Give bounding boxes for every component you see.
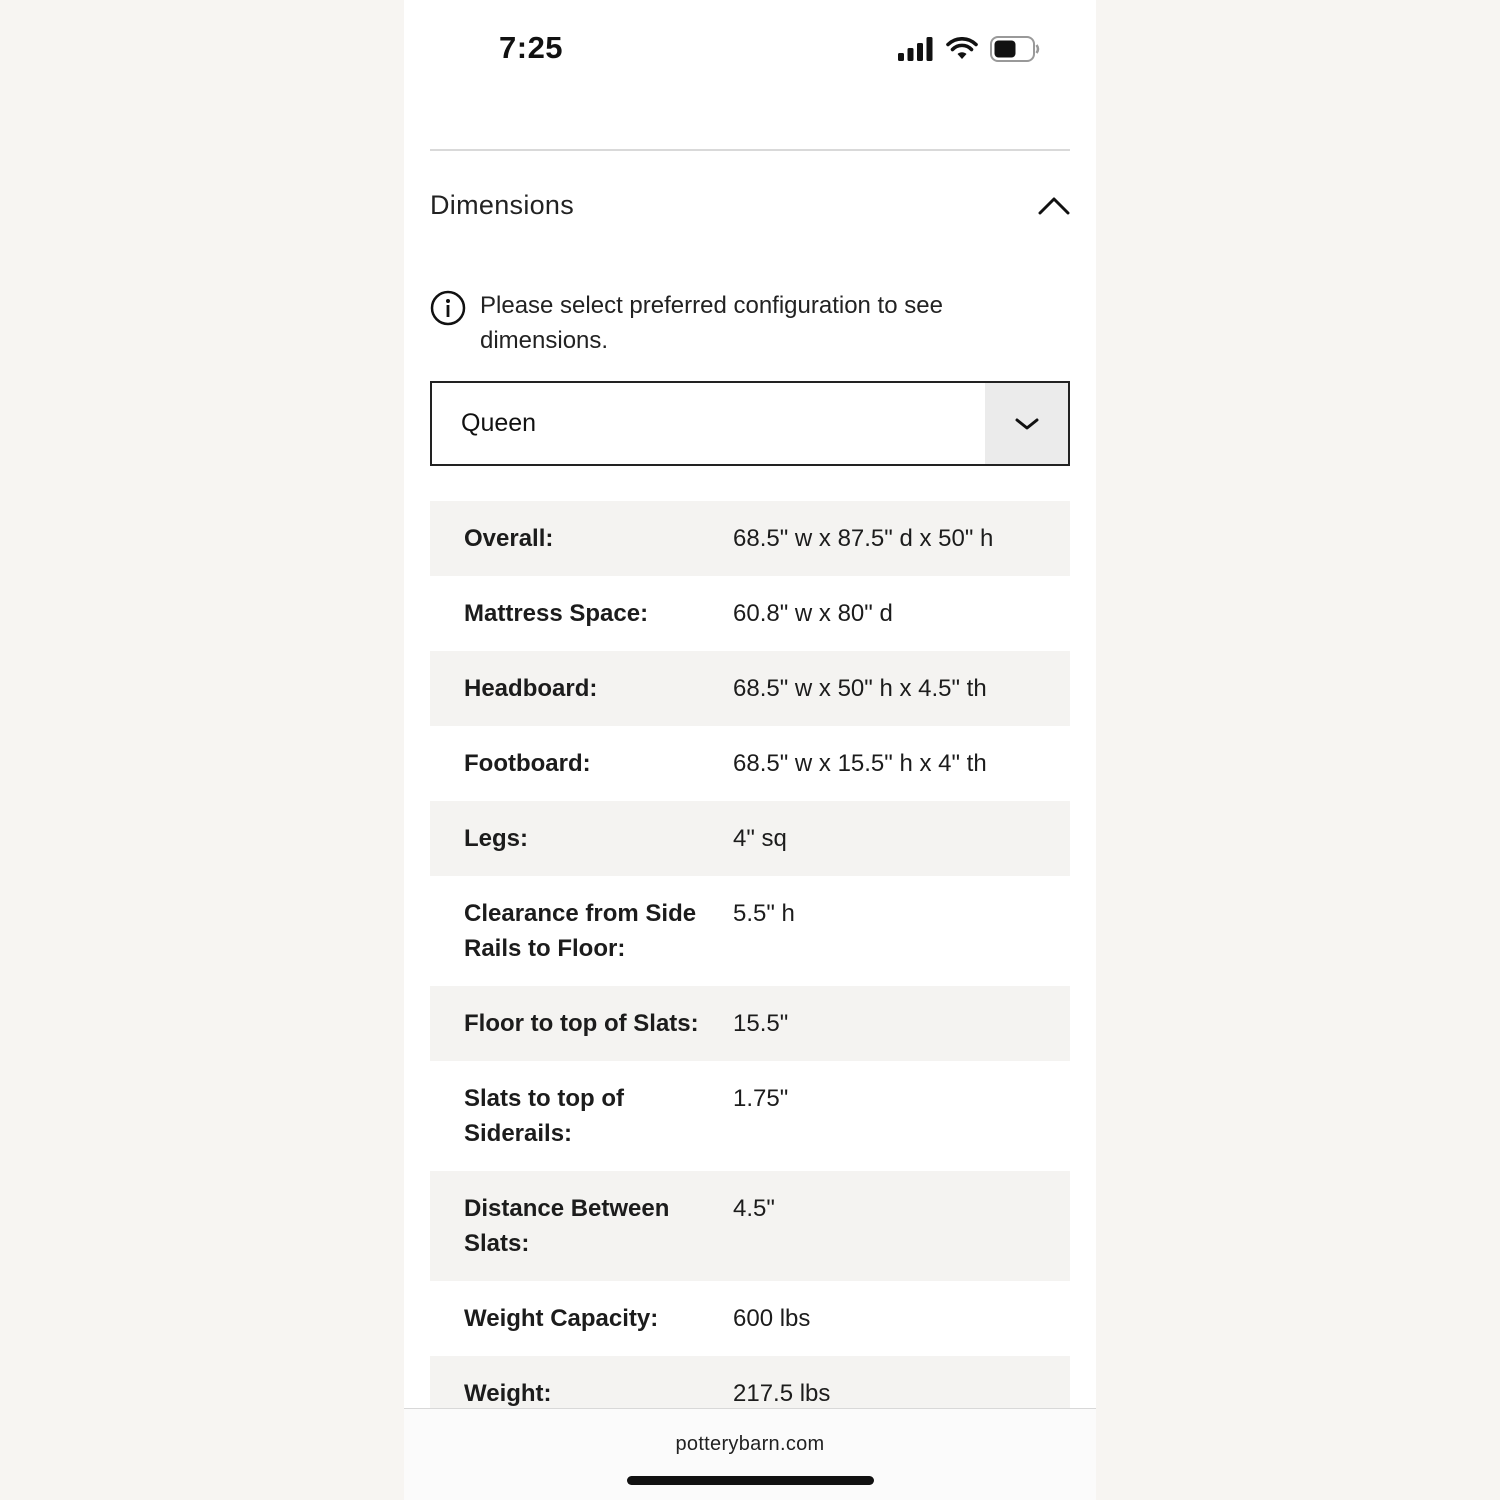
table-row (430, 501, 1070, 576)
dimension-label: Legs: (464, 825, 529, 852)
cellular-signal-icon (898, 37, 934, 61)
dimension-label: Weight: (464, 1380, 552, 1407)
dimension-label: Mattress Space: (464, 600, 649, 627)
table-row (430, 651, 1070, 726)
dimension-label: Overall: (464, 525, 554, 552)
configuration-select[interactable] (430, 381, 1070, 466)
dimension-label: Distance Between Slats: (464, 1195, 670, 1257)
phone-screen (404, 0, 1096, 1500)
dimension-label: Footboard: (464, 750, 591, 777)
section-divider (430, 149, 1070, 151)
select-arrow-button[interactable] (985, 383, 1068, 464)
table-row (430, 986, 1070, 1061)
chevron-down-icon (1015, 417, 1039, 431)
chevron-up-icon[interactable] (1038, 195, 1070, 215)
table-row (430, 1061, 1070, 1171)
table-row (430, 801, 1070, 876)
section-title: Dimensions (430, 189, 575, 220)
dimension-value: 68.5" w x 87.5" d x 50" h (733, 525, 994, 552)
home-indicator[interactable] (627, 1476, 874, 1485)
dimension-value: 68.5" w x 15.5" h x 4" th (733, 750, 987, 777)
browser-bottom-bar (404, 1408, 1096, 1500)
table-row (430, 1281, 1070, 1356)
dimension-label: Clearance from Side Rails to Floor: (464, 900, 697, 962)
browser-url[interactable]: potterybarn.com (675, 1433, 825, 1455)
dimension-value: 217.5 lbs (733, 1380, 831, 1407)
dimension-value: 60.8" w x 80" d (733, 600, 893, 627)
status-icons (898, 36, 1040, 62)
status-time: 7:25 (499, 30, 564, 65)
table-row (430, 876, 1070, 986)
dimension-label: Floor to top of Slats: (464, 1010, 699, 1037)
configuration-notice (430, 288, 1070, 358)
dimension-value: 15.5" (733, 1010, 789, 1037)
dimension-value: 5.5" h (733, 900, 795, 927)
dimension-value: 4.5" (733, 1195, 775, 1222)
wifi-icon (946, 37, 978, 61)
table-row (430, 1171, 1070, 1281)
dimension-label: Headboard: (464, 675, 598, 702)
dimensions-table (430, 501, 1070, 1431)
dimensions-accordion-header[interactable] (430, 180, 1070, 230)
dimension-value: 68.5" w x 50" h x 4.5" th (733, 675, 987, 702)
dimension-label: Weight Capacity: (464, 1305, 659, 1332)
dimension-value: 1.75" (733, 1085, 789, 1112)
dimension-label: Slats to top of Siderails: (464, 1085, 624, 1147)
table-row (430, 726, 1070, 801)
dimension-value: 600 lbs (733, 1305, 811, 1332)
selected-configuration: Queen (461, 409, 537, 437)
notice-text: Please select preferred configuration to see dimensions. (480, 292, 943, 354)
dimension-value: 4" sq (733, 825, 787, 852)
info-icon (430, 290, 466, 326)
table-row (430, 576, 1070, 651)
battery-icon (990, 36, 1040, 62)
